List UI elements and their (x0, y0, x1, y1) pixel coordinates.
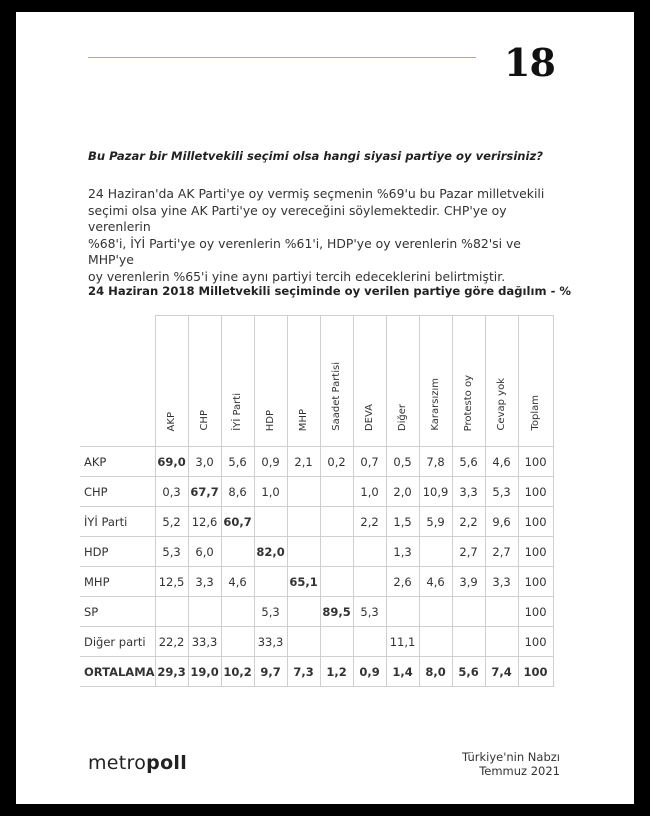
table-cell (221, 597, 254, 627)
table-cell (155, 597, 188, 627)
table-cell: 9,6 (485, 507, 518, 537)
table-cell: 5,6 (221, 447, 254, 477)
table-cell: 100 (518, 537, 553, 567)
table-cell (320, 477, 353, 507)
metropoll-logo (88, 752, 187, 774)
table-cell: 8,0 (419, 657, 452, 687)
table-cell: 5,3 (155, 537, 188, 567)
table-cell (287, 597, 320, 627)
table-cell (188, 597, 221, 627)
table-cell (353, 627, 386, 657)
table-cell (221, 537, 254, 567)
crosstab-table (80, 315, 554, 687)
column-header (287, 316, 320, 447)
table-cell: 100 (518, 567, 553, 597)
table-cell (254, 567, 287, 597)
column-header (452, 316, 485, 447)
table-cell (485, 627, 518, 657)
table-cell (320, 627, 353, 657)
table-cell: 5,3 (353, 597, 386, 627)
table-cell (353, 537, 386, 567)
table-cell: 6,0 (188, 537, 221, 567)
table-cell: 11,1 (386, 627, 419, 657)
table-row (80, 657, 553, 687)
column-header (485, 316, 518, 447)
table-row (80, 567, 553, 597)
table-cell: 0,7 (353, 447, 386, 477)
table-cell: 12,5 (155, 567, 188, 597)
table-row (80, 537, 553, 567)
table-cell: 100 (518, 447, 553, 477)
table-cell: 100 (518, 477, 553, 507)
column-header-label: CHP (199, 410, 211, 431)
column-header-label: Cevap yok (496, 378, 508, 431)
table-cell: 89,5 (320, 597, 353, 627)
table-cell (287, 477, 320, 507)
table-cell: 2,0 (386, 477, 419, 507)
table-cell: 9,7 (254, 657, 287, 687)
table-title: 24 Haziran 2018 Milletvekili seçiminde oy verilen partiye göre dağılım - % (88, 284, 572, 298)
table-row (80, 507, 553, 537)
table-cell: 0,9 (254, 447, 287, 477)
table-cell: 33,3 (254, 627, 287, 657)
column-header-label: Diğer (397, 403, 409, 431)
paragraph-line: oy verenlerin %65'i yine aynı partiyi tercih edeceklerini belirtmiştir. (88, 268, 506, 284)
page-number: 18 (504, 40, 555, 85)
column-header (155, 316, 188, 447)
table-cell: 0,2 (320, 447, 353, 477)
table-cell: 7,4 (485, 657, 518, 687)
column-header-label: MHP (298, 408, 310, 431)
table-cell: 60,7 (221, 507, 254, 537)
table-cell: 5,2 (155, 507, 188, 537)
table-cell: 29,3 (155, 657, 188, 687)
table-row (80, 477, 553, 507)
row-label: AKP (80, 447, 155, 477)
table-cell (353, 567, 386, 597)
column-header (320, 316, 353, 447)
table-cell: 4,6 (419, 567, 452, 597)
table-cell: 8,6 (221, 477, 254, 507)
table-cell (287, 507, 320, 537)
report-name: Türkiye'nin Nabzı (462, 750, 560, 764)
table-cell: 2,7 (485, 537, 518, 567)
table-cell: 3,3 (188, 567, 221, 597)
column-header (386, 316, 419, 447)
footer-info (436, 750, 560, 778)
header-rule (88, 57, 476, 58)
table-row (80, 627, 553, 657)
table-cell: 100 (518, 507, 553, 537)
table-cell: 2,7 (452, 537, 485, 567)
table-cell: 10,9 (419, 477, 452, 507)
report-page (16, 12, 634, 804)
table-cell (287, 627, 320, 657)
table-cell: 5,3 (254, 597, 287, 627)
table-cell: 2,1 (287, 447, 320, 477)
table-cell: 22,2 (155, 627, 188, 657)
column-header (419, 316, 452, 447)
table-cell (221, 627, 254, 657)
row-label: MHP (80, 567, 155, 597)
table-cell (485, 597, 518, 627)
row-label: Diğer parti (80, 627, 155, 657)
logo-text-light: metro (88, 752, 147, 774)
table-cell: 3,3 (485, 567, 518, 597)
column-header-label: AKP (166, 411, 178, 431)
table-cell (419, 627, 452, 657)
table-cell (452, 627, 485, 657)
table-cell: 1,0 (353, 477, 386, 507)
table-cell: 5,9 (419, 507, 452, 537)
table-cell (452, 597, 485, 627)
table-cell: 65,1 (287, 567, 320, 597)
paragraph-line: seçimi olsa yine AK Parti'ye oy vereceğini söylemektedir. CHP'ye oy verenlerin (88, 202, 507, 234)
report-date: Temmuz 2021 (479, 764, 560, 778)
row-label: ORTALAMA (80, 657, 155, 687)
table-cell (386, 597, 419, 627)
column-header-label: Protesto oy (463, 374, 475, 431)
table-cell: 5,3 (485, 477, 518, 507)
table-cell (419, 597, 452, 627)
row-label: CHP (80, 477, 155, 507)
table-cell: 1,3 (386, 537, 419, 567)
table-cell: 4,6 (221, 567, 254, 597)
column-header (221, 316, 254, 447)
table-cell: 0,5 (386, 447, 419, 477)
table-cell: 7,8 (419, 447, 452, 477)
table-cell: 1,4 (386, 657, 419, 687)
table-cell (254, 507, 287, 537)
column-header (518, 316, 553, 447)
table-cell: 0,3 (155, 477, 188, 507)
row-label: HDP (80, 537, 155, 567)
header-corner (80, 316, 155, 447)
column-header-label: İYİ Parti (232, 393, 244, 431)
table-cell: 19,0 (188, 657, 221, 687)
table-cell (419, 537, 452, 567)
table-cell (287, 537, 320, 567)
table-cell (320, 567, 353, 597)
column-header-label: Saadet Partisi (331, 362, 343, 431)
row-label: İYİ Parti (80, 507, 155, 537)
table-header-row (80, 316, 553, 447)
survey-question: Bu Pazar bir Milletvekili seçimi olsa hangi siyasi partiye oy verirsiniz? (88, 149, 543, 163)
column-header-label: Toplam (530, 395, 542, 431)
table-cell: 4,6 (485, 447, 518, 477)
table-cell: 7,3 (287, 657, 320, 687)
column-header-label: Kararsızım (430, 378, 442, 431)
table-cell: 3,3 (452, 477, 485, 507)
logo-text-bold: poll (146, 752, 188, 774)
column-header (353, 316, 386, 447)
table-cell (320, 537, 353, 567)
table-cell: 3,9 (452, 567, 485, 597)
table-cell: 69,0 (155, 447, 188, 477)
column-header-label: HDP (265, 409, 277, 431)
paragraph-line: 24 Haziran'da AK Parti'ye oy vermiş seçmenin %69'u bu Pazar milletvekili (88, 186, 545, 201)
table-cell: 2,2 (452, 507, 485, 537)
table-cell: 0,9 (353, 657, 386, 687)
row-label: SP (80, 597, 155, 627)
table-cell: 67,7 (188, 477, 221, 507)
column-header (188, 316, 221, 447)
table-cell: 1,0 (254, 477, 287, 507)
table-cell: 2,6 (386, 567, 419, 597)
table-cell: 12,6 (188, 507, 221, 537)
table-cell: 100 (518, 597, 553, 627)
table-cell: 2,2 (353, 507, 386, 537)
table-cell: 3,0 (188, 447, 221, 477)
summary-paragraph (88, 186, 568, 285)
column-header-label: DEVA (364, 403, 376, 431)
table-cell: 10,2 (221, 657, 254, 687)
table-cell: 1,2 (320, 657, 353, 687)
table-row (80, 447, 553, 477)
table-cell: 82,0 (254, 537, 287, 567)
table-cell: 1,5 (386, 507, 419, 537)
table-row (80, 597, 553, 627)
table-cell: 100 (518, 627, 553, 657)
paragraph-line: %68'i, İYİ Parti'ye oy verenlerin %61'i, HDP'ye oy verenlerin %82'si ve MHP'ye (88, 235, 521, 267)
table-cell: 5,6 (452, 447, 485, 477)
table-cell: 100 (518, 657, 553, 687)
table-cell: 33,3 (188, 627, 221, 657)
table-cell: 5,6 (452, 657, 485, 687)
table-cell (320, 507, 353, 537)
column-header (254, 316, 287, 447)
